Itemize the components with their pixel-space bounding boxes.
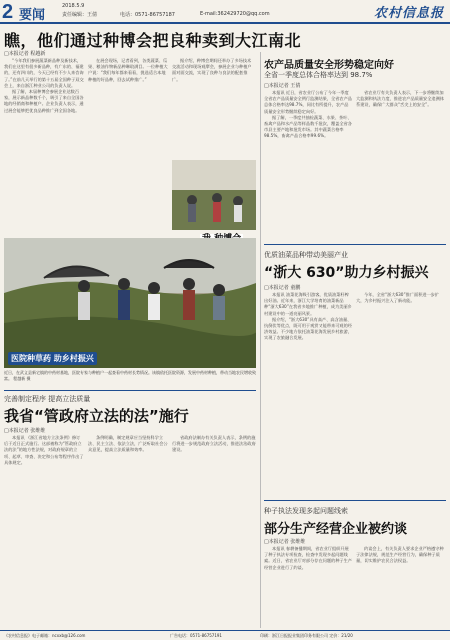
column-divider [260, 52, 261, 628]
law-byline: □本报记者 张维维 [4, 428, 46, 434]
page-footer [0, 630, 450, 640]
quality-paragraph: 省农业厅有关负责人表示，下一步将继续加大监测和执法力度，推进农产品质量安全追溯体系建设，确保广大群众“舌尖上的安全”。 [356, 90, 444, 108]
divider [264, 500, 446, 501]
law-paragraph: 本报讯 《浙江省地方立法条例》修订后于近日正式施行。这部被称为“管政府立法的法”的地方性法规，对政府规章的立项、起草、审查、决定和公布等程序作出了具体规定。 [4, 435, 84, 465]
law-kicker: 完善制定程序 提高立法质量 [4, 395, 91, 403]
section-title: 要闻 [19, 8, 46, 23]
lead-paragraph: 据介绍，种博会期间还举办了多场技术交流活动和现场观摩会，参展企业与种植户面对面交流，实现了良种与良法的配套推广。 [172, 58, 252, 82]
divider [4, 390, 256, 391]
lead-column-3 [172, 58, 252, 173]
lead-photo [172, 160, 256, 230]
rapeseed-byline: □本报记者 童鹏 [264, 285, 301, 291]
rapeseed-paragraph: 据介绍，“浙大630”具有高产、高含油量、抗倒伏等优点，既可用于观赏又能带来可观的经济效益。不少地方依托油菜花海发展乡村旅游，实现了农旅融合发展。 [264, 316, 352, 341]
law-column-2 [88, 435, 168, 628]
lead-paragraph: 在展会现场，记者看到，各类蔬菜、瓜果、粮油作物新品种琳琅满目。一位种植大户说：“我们每年都来看看，挑选适合本地种植的好品种，回去试种推广。” [88, 58, 168, 82]
lead-headline: 瞧，他们通过种博会把良种卖到大江南北 [4, 31, 302, 50]
divider [264, 244, 446, 245]
lead-paragraph: 据了解，本届种博会参展企业达数百家，展示新品种数千个，吸引了来自全国各地的经销商和种植户。企业负责人表示，通过展会能够把优良品种推广到全国各地。 [4, 89, 84, 113]
seed-paragraph: 本报讯 春耕备播期间，省农业厅组织开展了种子执法专项检查，检查中发现多起问题线索。近日，省农业厅对部分存在问题的种子生产经营企业进行了约谈。 [264, 546, 352, 570]
masthead-logo: 农村信息报 [373, 6, 444, 21]
quality-paragraph: 据了解，一季度共抽检蔬菜、水果、茶叶、畜禽产品和水产品等样品数千批次，覆盖全省各市县主要产地和批发市场。其中蔬菜合格率98.5%，畜禽产品合格率99.6%。 [264, 114, 352, 139]
rapeseed-paragraph: 本报讯 油菜花海吸引游客，优质油菜籽榨出好油。近年来，浙江大学培育的油菜新品种“浙大630”在我省多地推广种植，成为美丽乡村建设中的一道亮丽风景。 [264, 292, 352, 316]
rapeseed-column-2 [356, 292, 446, 422]
email: E-mail:362429720@qq.com [200, 11, 270, 17]
feature-photo-scene [4, 238, 256, 368]
footer-right: 印刷：浙江日报报业集团印务有限公司 定价：21/20 [260, 633, 353, 638]
footer-mid: 广告电话：0571-86757191 [170, 633, 222, 638]
page-number: 2 [2, 1, 14, 23]
rapeseed-headline: “浙大 630”助力乡村振兴 [264, 265, 429, 281]
phone: 电话：0571-86757187 [120, 12, 175, 18]
seed-paragraph: 约谈会上，有关负责人要求企业严格遵守种子法律法规，规范生产经营行为，确保种子质量，切实维护农民合法权益。 [356, 546, 444, 564]
feature-photo [4, 238, 256, 368]
rapeseed-paragraph: 今年，全省“浙大630”推广面积进一步扩大，为乡村振兴注入了新动能。 [356, 292, 440, 304]
seed-column-1 [264, 546, 352, 628]
page-header [0, 0, 450, 24]
editor-line: 责任编辑：王倩 [62, 12, 98, 18]
quality-headline: 农产品质量安全形势稳定向好 [264, 60, 394, 71]
seed-kicker: 种子执法发现多起问题线索 [264, 507, 348, 515]
seed-byline: □本报记者 张维维 [264, 539, 306, 545]
feature-badge: 医院种草药 助乡村振兴 [8, 352, 97, 365]
footer-left: 《农村信息报》电子邮箱：ncxxb@126.com [4, 633, 86, 638]
quality-column-1 [264, 90, 352, 240]
rapeseed-kicker: 优质油菜品种带动美丽产业 [264, 251, 348, 259]
lead-paragraph: “今年我们参展蔬菜新品种及新技术，我们在这里有很多新品种，有广东的、福建的，还有四川的，今天已经有不少人来咨询了。”在前几天举行的第十五届全国种子双交会上，来自浙江种业公司的负责人说。 [4, 58, 84, 88]
quality-column-2 [356, 90, 446, 240]
law-paragraph: 省政府法制办有关负责人表示，条例的施行将进一步规范政府立法活动，推进法治政府建设。 [172, 435, 256, 453]
law-paragraph: 条例明确，制定规章应当坚持科学立法、民主立法、依法立法，广泛听取社会公众意见，提高立法质量和效率。 [88, 435, 168, 453]
law-column-3 [172, 435, 256, 628]
quality-paragraph: 本报讯 近日，省农业厅公布了今年一季度全省农产品质量安全例行监测结果，全省农产品总体合格率达98.7%，同比有所提升，农产品质量安全形势继续稳定向好。 [264, 90, 352, 114]
feature-caption: 近日，在武义县新宅镇的中药材基地，医院专家与种植户一起查看中药材长势情况。该镇依托医院资源，发展中药材种植，带动当地农民增收致富。 程越新 摄 [4, 370, 256, 381]
law-column-1 [4, 435, 84, 628]
quality-subheadline: 全省一季度总体合格率达到 98.7% [264, 71, 373, 79]
lead-column-2 [88, 58, 168, 173]
law-headline: 我省“管政府立法的法”施行 [4, 407, 189, 425]
lead-photo-scene [172, 160, 256, 230]
quality-byline: □本报记者 王倩 [264, 83, 301, 89]
seed-headline: 部分生产经营企业被约谈 [264, 522, 408, 537]
rapeseed-column-1 [264, 292, 352, 422]
lead-column-1 [4, 58, 84, 173]
seed-column-2 [356, 546, 446, 628]
lead-byline: □本报记者 程越新 [4, 51, 46, 57]
issue-date: 2018.5.9 [62, 3, 85, 9]
